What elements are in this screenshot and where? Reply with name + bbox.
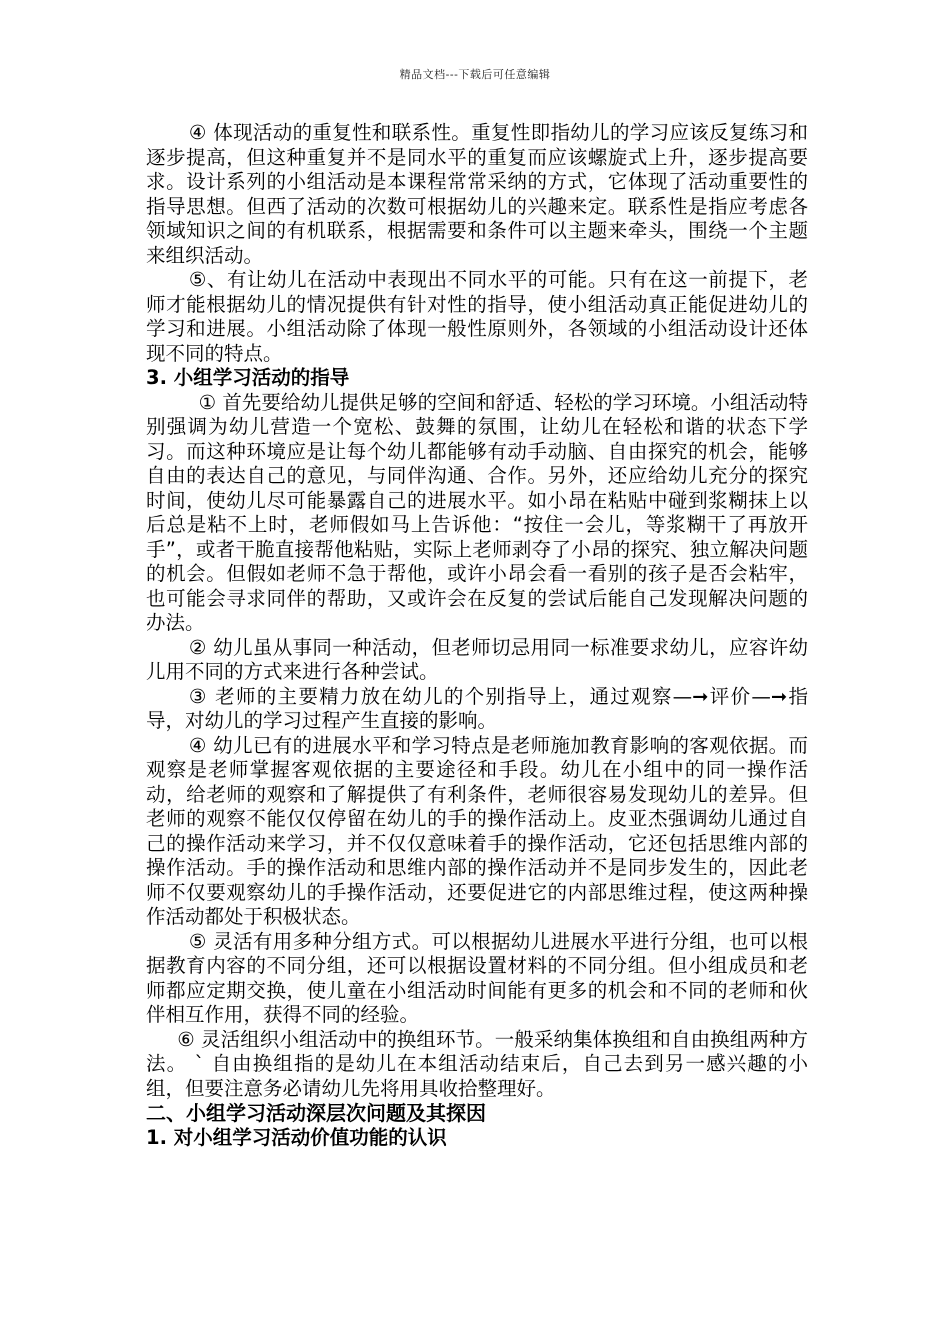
paragraph-environment: ① 首先要给幼儿提供足够的空间和舒适、轻松的学习环境。小组活动特别强调为幼儿营造一个宽松、鼓舞的氛围，让幼儿在轻松和谐的状态下学习。而这种环境应是让每个幼儿都能够有动手动脑、自由探究的机会，能够自由的表达自己的意见，与同伴沟通、合作。另外，还应给幼儿充分的探究时间，使幼儿尽可能暴露自己的进展水平。如小昂在粘贴中碰到浆糊抹上以后总是粘不上时，老师假如马上告诉他：“按住一会儿，等浆糊干了再放开手”，或者干脆直接帮他粘贴，实际上老师剥夺了小昂的探究、独立解决问题的机会。但假如老师不急于帮他，或许小昂会看一看别的孩子是否会粘牢，也可能会寻求同伴的帮助，又或许会在反复的尝试后能自己发现解决问题的办法。	[146, 390, 808, 634]
document-body	[146, 121, 808, 1150]
paragraph-standards: ② 幼儿虽从事同一种活动，但老师切忌用同一标准要求幼儿，应容许幼儿用不同的方式来进行各种尝试。	[146, 635, 808, 683]
paragraph-individual-guidance: ③ 老师的主要精力放在幼儿的个别指导上，通过观察—➞评价—➞指导，对幼儿的学习过程产生直接的影响。	[146, 684, 808, 732]
paragraph-observation: ④ 幼儿已有的进展水平和学习特点是老师施加教育影响的客观依据。而观察是老师掌握客观依据的主要途径和手段。幼儿在小组中的同一操作活动，给老师的观察和了解提供了有利条件，老师很容易发现幼儿的差异。但老师的观察不能仅仅停留在幼儿的手的操作活动上。皮亚杰强调幼儿通过自己的操作活动来学习，并不仅仅意味着手的操作活动，它还包括思维内部的操作活动。手的操作活动和思维内部的操作活动并不是同步发生的，因此老师不仅要观察幼儿的手操作活动，还要促进它的内部思维过程，使这两种操作活动都处于积极状态。	[146, 733, 808, 928]
paragraph-repetition: ④ 体现活动的重复性和联系性。重复性即指幼儿的学习应该反复练习和逐步提高，但这种重复并不是同水平的重复而应该螺旋式上升，逐步提高要求。设计系列的小组活动是本课程常常采纳的方式，它体现了活动重要性的指导思想。但西了活动的次数可根据幼儿的兴趣来定。联系性是指应考虑各领域知识之间的有机联系，根据需要和条件可以主题来牵头，围绕一个主题来组织活动。	[146, 121, 808, 267]
paragraph-levels: ⑤、有让幼儿在活动中表现出不同水平的可能。只有在这一前提下，老师才能根据幼儿的情况提供有针对性的指导，使小组活动真正能促进幼儿的学习和进展。小组活动除了体现一般性原则外，各领域的小组活动设计还体现不同的特点。	[146, 268, 808, 365]
section-heading-guidance: 3. 小组学习活动的指导	[146, 366, 350, 389]
paragraph-grouping: ⑤ 灵活有用多种分组方式。可以根据幼儿进展水平进行分组，也可以根据教育内容的不同分组，还可以根据设置材料的不同分组。但小组成员和老师都应定期交换，使儿童在小组活动时间能有更多的机会和不同的老师和伙伴相互作用，获得不同的经验。	[146, 929, 808, 1026]
chapter-heading-deep-issues: 二、小组学习活动深层次问题及其探因	[146, 1101, 486, 1125]
page-header: 精品文档---下载后可任意编辑	[399, 68, 551, 81]
section-heading-value-function: 1. 对小组学习活动价值功能的认识	[146, 1125, 447, 1149]
paragraph-group-switching: ⑥ 灵活组织小组活动中的换组环节。一般采纳集体换组和自由换组两种方法。 ` 自由换组指的是幼儿在本组活动结束后，自己去到另一感兴趣的小组，但要注意务必请幼儿先将用具收拾整理好。	[146, 1027, 808, 1100]
